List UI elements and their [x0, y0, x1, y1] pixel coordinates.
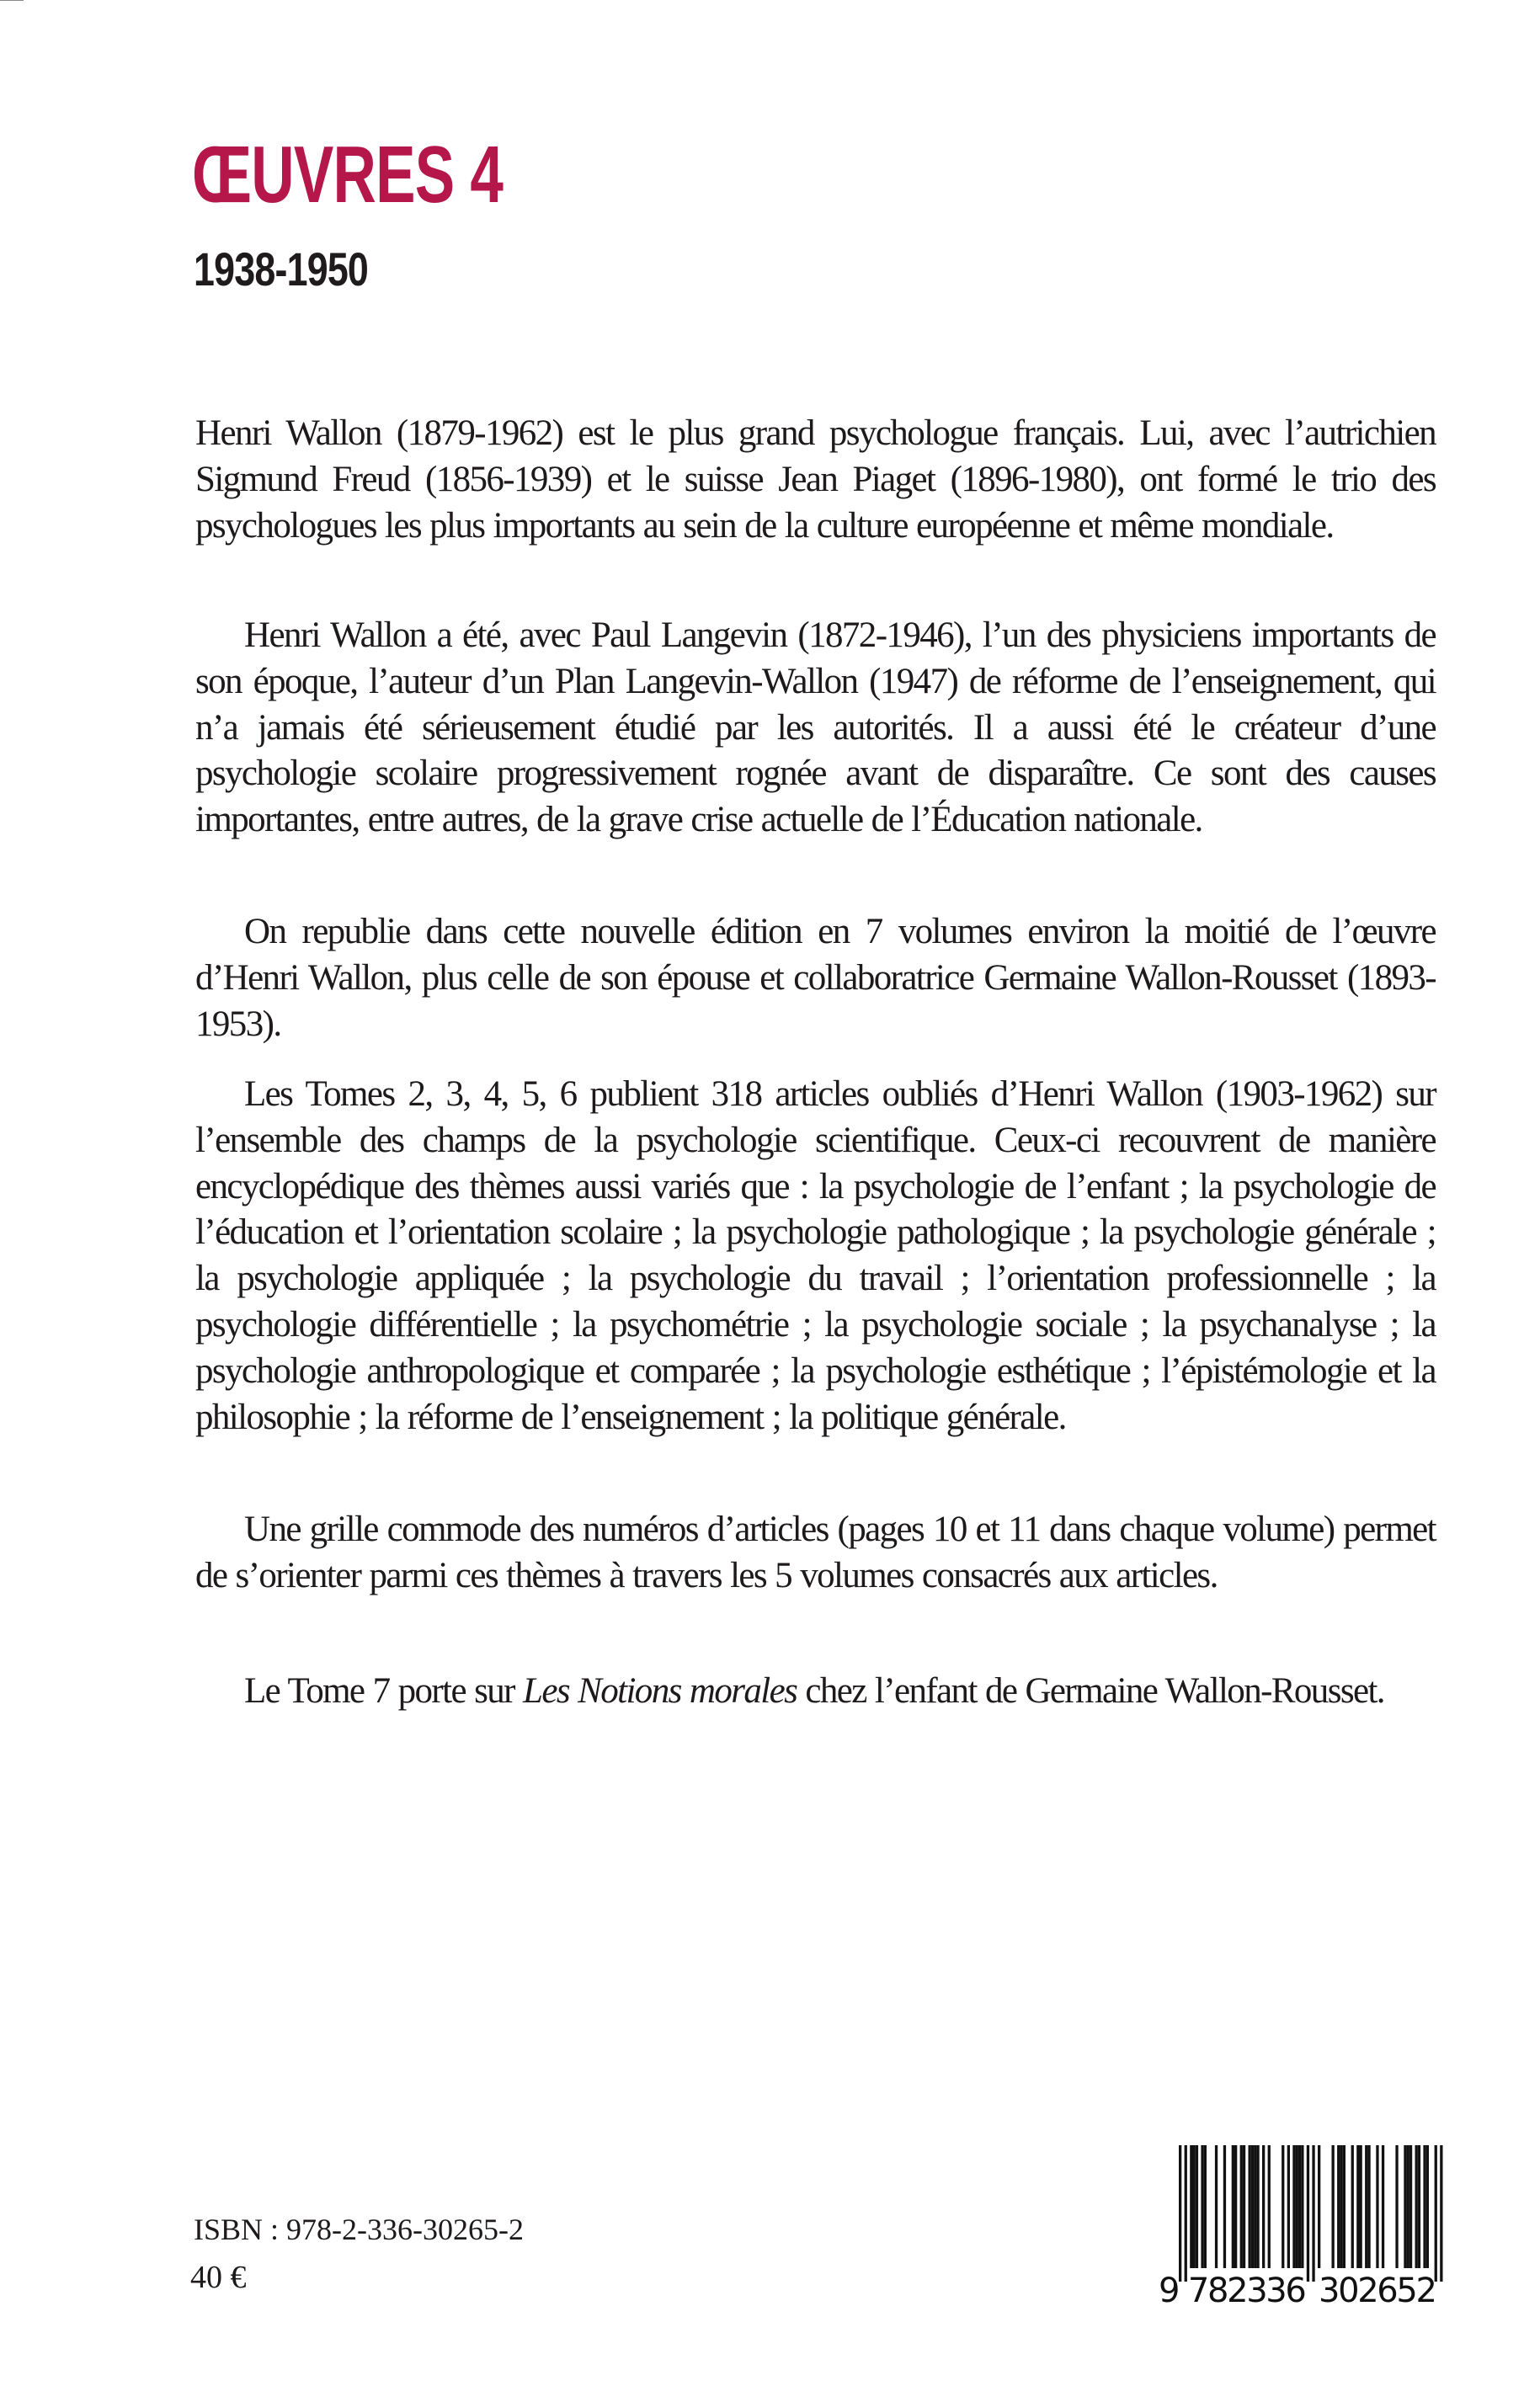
svg-text:8: 8	[1207, 2271, 1229, 2305]
svg-text:3: 3	[1319, 2271, 1340, 2305]
tome7-text-before: Le Tome 7 porte sur	[244, 1671, 524, 1711]
isbn-number: ISBN : 978-2-336-30265-2	[194, 2213, 524, 2246]
svg-text:3: 3	[1246, 2271, 1268, 2305]
ean13-barcode-icon	[1155, 2145, 1450, 2305]
svg-text:9: 9	[1159, 2271, 1180, 2305]
paragraph-intro: Henri Wallon (1879-1962) est le plus grand psychologue français. Lui, avec l’autrichien Sigmund Freud (1856-1939) et le suisse Jean Piaget (1896-1980), ont formé le trio des psychologues les plus importants au sein de la culture européenne et même mondiale.	[195, 413, 1436, 546]
svg-text:2: 2	[1227, 2271, 1249, 2305]
crop-mark	[0, 0, 24, 1]
paragraph-langevin-wallon: Henri Wallon a été, avec Paul Langevin (1872-1946), l’un des physiciens importants de son époque, l’auteur d’un Plan Langevin-Wallon (1947) de réforme de l’enseignement, qui n’a jamais été sérieusement étudié par les autorités. Il a aussi été le créateur d’une psychologie scolaire progressivement rognée avant de disparaître. Ce sont des causes importantes, entre autres, de la grave crise actuelle de l’Éducation nationale.	[195, 615, 1436, 840]
tome7-text-after: chez l’enfant de Germaine Wallon-Rousset.	[797, 1671, 1384, 1711]
paragraph-new-edition: On republie dans cette nouvelle édition en 7 volumes environ la moitié de l’œuvre d’Henri Wallon, plus celle de son épouse et collaboratrice Germaine Wallon-Rousset (1893-1953).	[195, 912, 1436, 1044]
svg-text:2: 2	[1415, 2271, 1437, 2305]
svg-text:3: 3	[1266, 2271, 1287, 2305]
book-subtitle-years: 1938-1950	[194, 242, 369, 296]
svg-text:2: 2	[1357, 2271, 1379, 2305]
svg-text:6: 6	[1285, 2271, 1307, 2305]
book-title-italic: Les Notions morales	[523, 1671, 797, 1711]
svg-text:0: 0	[1338, 2271, 1360, 2305]
price: 40 €	[190, 2260, 247, 2295]
paragraph-grid: Une grille commode des numéros d’articles (pages 10 et 11 dans chaque volume) permet de s’orienter parmi ces thèmes à travers les 5 volumes consacrés aux articles.	[195, 1510, 1436, 1595]
paragraph-tomes-articles: Les Tomes 2, 3, 4, 5, 6 publient 318 articles oubliés d’Henri Wallon (1903-1962) sur l’ensemble des champs de la psychologie scientifique. Ceux-ci recouvrent de manière encyclopédique des thèmes aussi variés que : la psychologie de l’enfant ; la psychologie de l’éducation et l’orientation scolaire ; la psychologie pathologique ; la psychologie générale ; la psychologie appliquée ; la psychologie du travail ; l’orientation professionnelle ; la psychologie différentielle ; la psychométrie ; la psychologie sociale ; la psychanalyse ; la psychologie anthropologique et comparée ; la psychologie esthétique ; l’épistémologie et la philosophie ; la réforme de l’enseignement ; la politique générale.	[195, 1074, 1436, 1437]
paragraph-tome-7	[195, 1669, 1436, 1715]
svg-text:7: 7	[1187, 2271, 1210, 2305]
book-title: ŒUVRES 4	[192, 130, 504, 220]
svg-text:5: 5	[1396, 2271, 1418, 2305]
svg-text:6: 6	[1377, 2271, 1399, 2305]
